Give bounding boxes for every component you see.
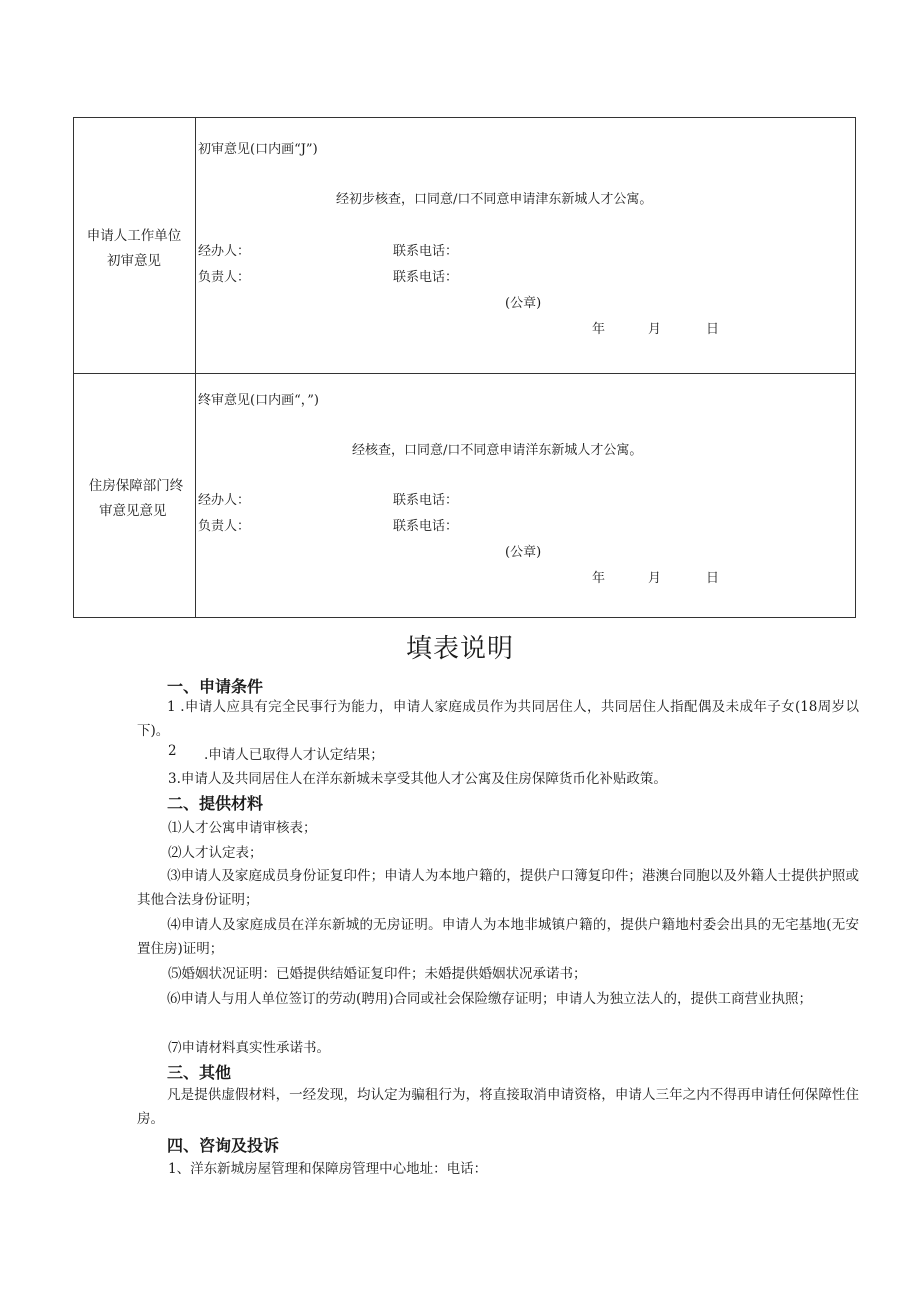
row2-day: 日 [706, 571, 720, 586]
instructions-title: 填表说明 [405, 634, 514, 664]
row1-label [73, 224, 195, 274]
section1-item2-number: 2 [168, 743, 177, 759]
row2-principal-label: 负责人： [198, 519, 251, 534]
section3-heading: 三、其他 [167, 1063, 232, 1082]
section2-item3-text: ⑶申请人及家庭成员身份证复印件；申请人为本地户籍的，提供户口簿复印件；港澳台同胞以及外籍人士提供护照或其他合法身份证明； [137, 868, 859, 908]
row1-principal-label: 负责人： [198, 270, 251, 285]
row2-principal-phone-label: 联系电话： [393, 519, 459, 534]
section4-item1: 1、洋东新城房屋管理和保障房管理中心地址：电话： [168, 1161, 488, 1177]
row2-label-line2: 审意见意见 [99, 503, 167, 519]
section3-text-body: 凡是提供虚假材料，一经发现，均认定为骗租行为，将直接取消申请资格，申请人三年之内不得再申请任何保障性住房。 [137, 1087, 859, 1127]
row1-handler-label: 经办人： [198, 244, 251, 259]
section2-item4 [137, 913, 859, 961]
row2-handler-phone-label: 联系电话： [393, 493, 459, 508]
row2-statement: 经核查，口同意/口不同意申请洋东新城人才公寓。 [352, 443, 643, 458]
row2-opinion-title: 终审意见(口内画“，”) [198, 393, 319, 408]
row2-handler-label: 经办人： [198, 493, 251, 508]
row2-label-line1: 住房保障部门终 [88, 478, 184, 494]
table-column-divider [195, 117, 196, 618]
row1-label-line2: 初审意见 [107, 253, 161, 269]
section2-item6 [137, 987, 859, 1011]
row1-statement: 经初步核查，口同意/口不同意申请津东新城人才公寓。 [336, 192, 653, 207]
row1-handler-phone-label: 联系电话： [393, 244, 459, 259]
row2-year: 年 [592, 571, 606, 586]
section2-item3 [137, 864, 859, 912]
row1-month: 月 [648, 322, 662, 337]
row2-seal: (公章) [505, 545, 542, 560]
section2-item6-text: ⑹申请人与用人单位签订的劳动(聘用)合同或社会保险缴存证明；申请人为独立法人的，提供工商营业执照； [167, 991, 813, 1007]
section2-item5: ⑸婚姻状况证明：已婚提供结婚证复印件；未婚提供婚姻状况承诺书； [168, 966, 587, 982]
section2-item4-text: ⑷申请人及家庭成员在洋东新城的无房证明。申请人为本地非城镇户籍的，提供户籍地村委会出具的无宅基地(无安置住房)证明； [137, 917, 859, 957]
row1-seal: (公章) [505, 296, 542, 311]
section1-item1 [137, 695, 859, 743]
row1-principal-phone-label: 联系电话： [393, 270, 459, 285]
row2-label [73, 474, 199, 524]
section3-text [137, 1083, 859, 1131]
section1-item1-text: 1 .申请人应具有完全民事行为能力，申请人家庭成员作为共同居住人，共同居住人指配偶及未成年子女(18周岁以下)。 [137, 699, 859, 739]
row2-month: 月 [648, 571, 662, 586]
section1-item3: 3.申请人及共同居住人在洋东新城未享受其他人才公寓及住房保障货币化补贴政策。 [168, 771, 667, 787]
row1-opinion-title: 初审意见(口内画“J”) [198, 142, 318, 157]
section2-item1: ⑴人才公寓申请审核表； [168, 820, 317, 836]
section1-heading: 一、申请条件 [167, 677, 264, 696]
section2-item2: ⑵人才认定表； [168, 845, 263, 861]
section4-heading: 四、咨询及投诉 [167, 1136, 280, 1155]
section2-item7: ⑺申请材料真实性承诺书。 [168, 1040, 330, 1056]
table-row-divider [73, 373, 856, 374]
section2-heading: 二、提供材料 [167, 794, 264, 813]
row1-day: 日 [706, 322, 720, 337]
row1-label-line1: 申请人工作单位 [86, 228, 182, 244]
row1-year: 年 [592, 322, 606, 337]
section1-item2: .申请人已取得人才认定结果； [204, 747, 384, 763]
